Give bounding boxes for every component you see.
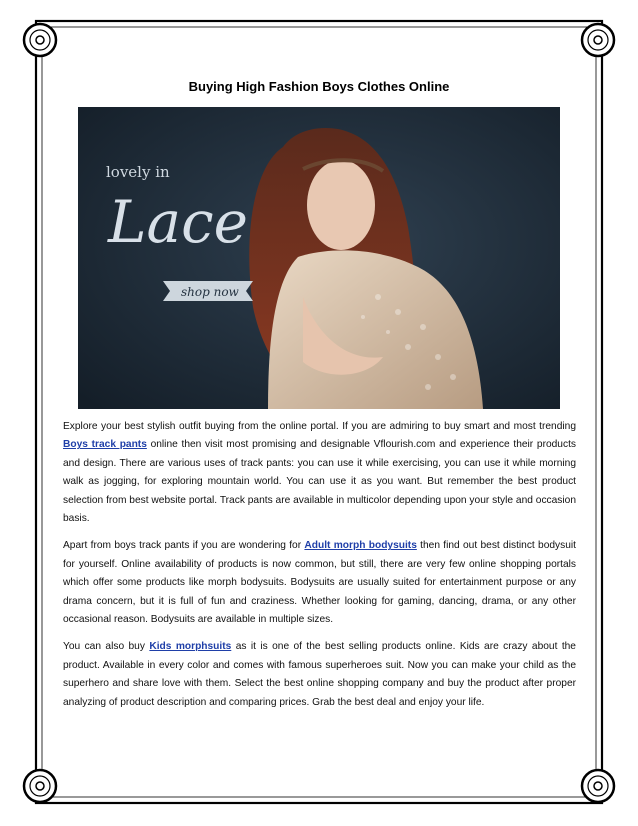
hero-overlay-text-line2: Lace bbox=[108, 188, 248, 256]
corner-ornament-bottom-right bbox=[582, 770, 614, 802]
paragraph-1: Explore your best stylish outfit buying from the online portal. If you are admiring to buy smart and most trending Boys track pants online then visit most promising and designable Vflourish.com and experience their products and design. There are various uses of track pants: you can use it while exercising, you can use it while morning walk as jogging, for exploring mountain world. You can use it as you want. But remember the best product selection from best website portal. Track pants are available in multicolor depending upon your style and occasion basis. bbox=[63, 421, 576, 525]
page-title: Buying High Fashion Boys Clothes Online bbox=[188, 79, 450, 94]
shop-now-label: shop now bbox=[181, 285, 239, 299]
corner-ornament-top-right bbox=[582, 24, 614, 56]
paragraph-2: Apart from boys track pants if you are wondering for Adult morph bodysuits then find out best distinct bodysuit for yourself. Online availability of products is now common, but still, there are very few online shopping portals which offer some products like morph bodysuits. Bodysuits are usually suited for entertainment purpose or any drama concern, but it is full of fun and craziness. Whether looking for gaming, dancing, drama, or any other occasional reason. Bodysuits are available in multiple sizes. bbox=[63, 540, 576, 626]
paragraph-3: You can also buy Kids morphsuits as it is one of the best selling products online. Kids are crazy about the product. Available in every color and comes with famous superheroes suit. Now you can make your child as the superhero and share love with them. Select the best online shopping company and buy the product after proper analyzing of product description and comparing prices. Grab the best deal and enjoy your life. bbox=[63, 641, 576, 708]
link-boys-track-pants[interactable]: Boys track pants bbox=[63, 439, 147, 451]
link-kids-morphsuits[interactable]: Kids morphsuits bbox=[149, 641, 232, 653]
corner-ornament-top-left bbox=[24, 24, 56, 56]
shop-now-ribbon bbox=[163, 281, 253, 301]
hero-overlay-text-line1: lovely in bbox=[106, 163, 170, 181]
hero-image-lovely-in-lace bbox=[78, 107, 560, 409]
link-adult-morph-bodysuits[interactable]: Adult morph bodysuits bbox=[304, 540, 417, 552]
corner-ornament-bottom-left bbox=[24, 770, 56, 802]
article-body bbox=[63, 418, 576, 721]
